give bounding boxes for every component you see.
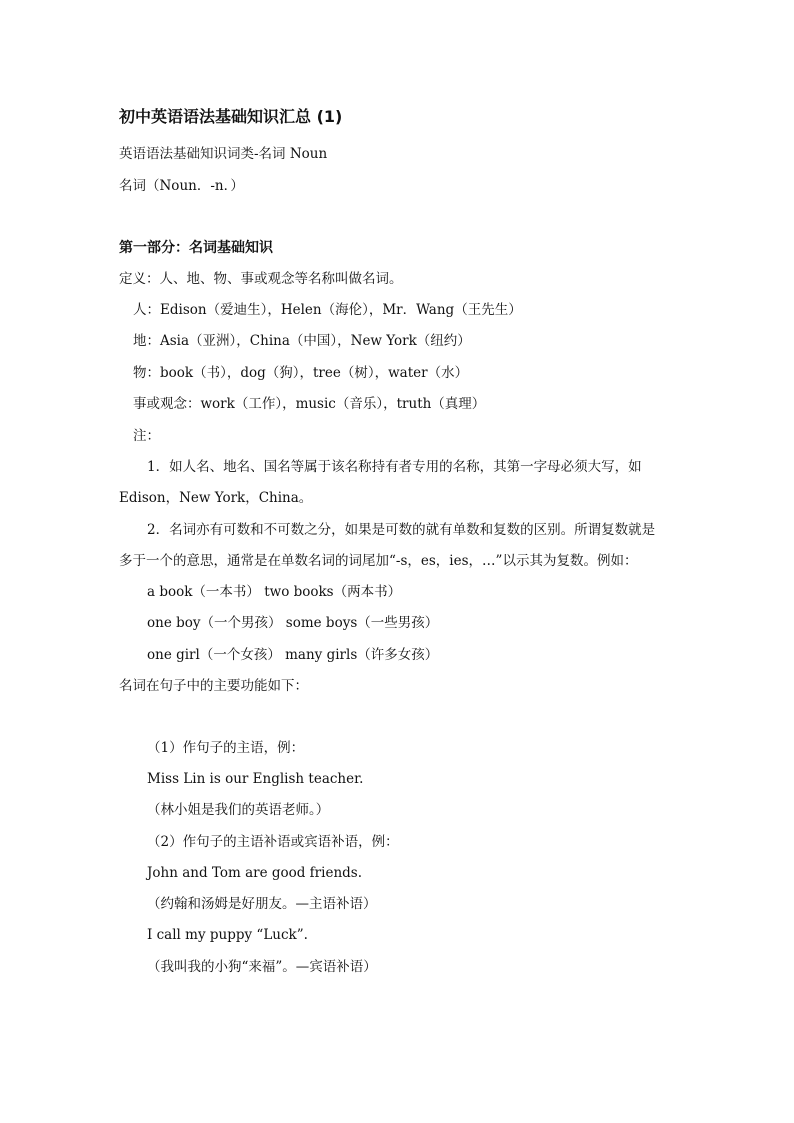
- note-1-line-2: Edison，New York，China。: [119, 490, 313, 506]
- plural-example-3: one girl（一个女孩） many girls（许多女孩）: [147, 647, 439, 663]
- doc-subtitle: 英语语法基础知识词类-名词 Noun: [119, 146, 328, 162]
- note-1-line-1: 1．如人名、地名、国名等属于该名称持有者专用的名称，其第一字母必须大写，如: [147, 459, 642, 475]
- note-2-line-1: 2．名词亦有可数和不可数之分，如果是可数的就有单数和复数的区别。所谓复数就是: [147, 522, 656, 538]
- function-2-translation-2: （我叫我的小狗“来福”。—宾语补语）: [147, 959, 377, 975]
- example-place: 地：Asia（亚洲），China（中国），New York（纽约）: [133, 333, 471, 349]
- function-1-example: Miss Lin is our English teacher.: [147, 771, 364, 787]
- example-idea: 事或观念：work（工作），music（音乐），truth（真理）: [133, 396, 486, 412]
- function-1-title: （1）作句子的主语，例：: [147, 740, 305, 756]
- function-2-example-1: John and Tom are good friends.: [147, 865, 362, 881]
- plural-example-2: one boy（一个男孩） some boys（一些男孩）: [147, 615, 439, 631]
- note-label: 注：: [133, 428, 160, 444]
- function-1-translation: （林小姐是我们的英语老师。）: [147, 802, 330, 818]
- note-2-line-2: 多于一个的意思，通常是在单数名词的词尾加“-s，es，ies，…”以示其为复数。例如：: [119, 553, 638, 569]
- function-2-example-2: I call my puppy “Luck”.: [147, 927, 308, 943]
- example-thing: 物：book（书），dog（狗），tree（树），water（水）: [133, 365, 469, 381]
- function-2-title: （2）作句子的主语补语或宾语补语，例：: [147, 834, 399, 850]
- function-2-translation-1: （约翰和汤姆是好朋友。—主语补语）: [147, 896, 377, 912]
- noun-abbreviation: 名词（Noun．-n．）: [119, 178, 244, 194]
- functions-intro: 名词在句子中的主要功能如下：: [119, 678, 308, 694]
- example-person: 人：Edison（爱迪生），Helen（海伦），Mr．Wang（王先生）: [133, 302, 522, 318]
- plural-example-1: a book（一本书） two books（两本书）: [147, 584, 402, 600]
- doc-title: 初中英语语法基础知识汇总 (1): [119, 107, 343, 126]
- definition-text: 定义：人、地、物、事或观念等名称叫做名词。: [119, 271, 403, 287]
- section-heading: 第一部分：名词基础知识: [119, 240, 273, 256]
